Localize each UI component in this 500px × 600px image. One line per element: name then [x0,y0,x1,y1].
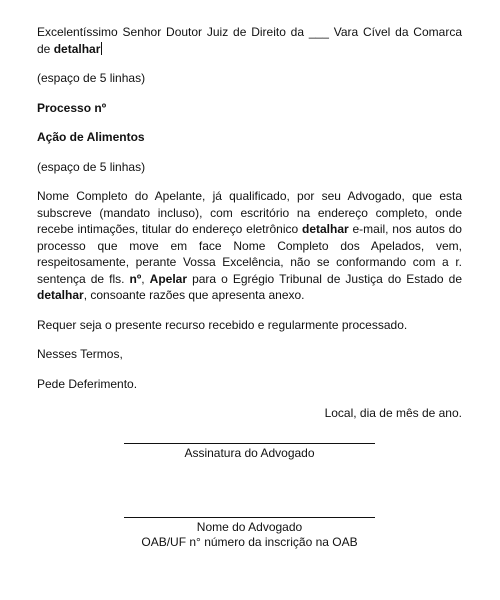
appeal-word: Apelar [149,271,188,286]
spacing-note-1: (espaço de 5 linhas) [37,71,146,85]
petition-document [37,24,462,422]
text-cursor [101,42,102,55]
fls-number[interactable]: nº [129,271,142,286]
email-placeholder[interactable]: detalhar [302,222,349,236]
request-paragraph: Requer seja o presente recurso recebido e regularmente processado. [37,317,408,332]
signature-label: Assinatura do Advogado [184,446,315,460]
lawyer-name: Nome do Advogado [196,520,303,534]
body-text-2: e-mail, nos autos do processo que move em face Nome Completo dos Apelados, vem, respeitosamente, perante Vossa Excelência, não se conformando com a r. sentença de fls. [37,222,462,286]
addressee-text-end: Vara Cível da Comarca de [37,25,462,56]
district-placeholder[interactable]: detalhar [53,41,101,56]
oab-registration: OAB/UF n° número da inscrição na OAB [141,535,358,549]
body-text-5: , consoante razões que apresenta anexo. [83,288,305,302]
process-label: Processo nº [37,100,107,115]
closing-request: Pede Deferimento. [37,376,138,391]
body-text-3: , [141,271,150,286]
place-date: Local, dia de mês de ano. [324,406,462,420]
signature-line-2 [124,517,375,518]
signature-block-2 [124,517,375,550]
body-text-4: para o Egrégio Tribunal de Justiça do Estado de [187,271,462,286]
action-title: Ação de Alimentos [37,130,145,144]
state-placeholder[interactable]: detalhar [37,288,84,302]
court-number-blank[interactable]: ___ [308,25,329,39]
closing-terms: Nesses Termos, [37,347,123,361]
body-text-1: Nome Completo do Apelante, já qualificado, por seu Advogado, que esta subscreve (mandato incluso), com escritório na endereço completo, onde recebe intimações, titular do endereço eletrônico [37,189,462,236]
addressee-paragraph [37,24,462,57]
signature-block-1 [124,443,375,461]
spacing-note-2: (espaço de 5 linhas) [37,159,146,174]
signature-line-1 [124,443,375,444]
addressee-text-start: Excelentíssimo Senhor Doutor Juiz de Direito da [37,25,309,39]
body-paragraph [37,188,462,304]
